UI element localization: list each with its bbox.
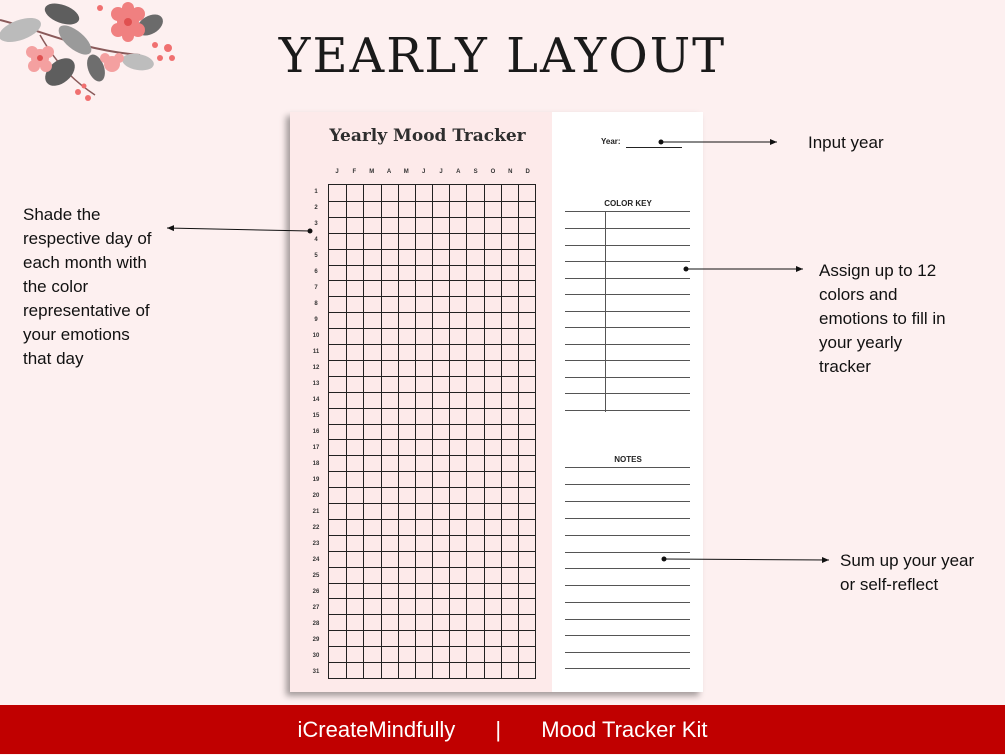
month-header: J [439,169,443,175]
day-label: 28 [312,621,320,627]
color-key-label: COLOR KEY [604,199,652,208]
page-title: YEARLY LAYOUT [278,28,727,84]
day-label: 15 [312,413,320,419]
year-label: Year: [601,137,621,146]
month-header: O [490,169,496,175]
day-label: 7 [314,285,318,291]
day-label: 16 [312,429,320,435]
annotation-line: each month with [23,253,147,272]
input-year-annotation: Input year [808,133,884,152]
day-label: 31 [312,669,320,675]
month-header: D [525,169,530,175]
annotation-line: colors and [819,285,898,304]
day-label: 26 [312,589,320,595]
day-label: 6 [314,269,318,275]
month-header: F [352,169,357,175]
day-label: 21 [312,509,320,515]
day-label: 5 [314,253,318,259]
day-label: 22 [312,525,320,531]
day-label: 13 [312,381,320,387]
annotation-line: the color [23,277,89,296]
annotation-line: or self-reflect [840,575,939,594]
assign-colors-annotation [819,259,946,379]
annotation-line: respective day of [23,229,152,248]
day-label: 19 [312,477,320,483]
day-label: 30 [312,653,320,659]
day-label: 24 [312,557,320,563]
footer-brand: iCreateMindfully [297,717,456,742]
day-label: 14 [312,397,320,403]
annotation-line: Sum up your year [840,551,975,570]
day-label: 8 [314,301,318,307]
day-label: 3 [314,221,318,227]
annotation-line: tracker [819,357,871,376]
day-label: 17 [312,445,320,451]
day-label: 27 [312,605,320,611]
day-label: 23 [312,541,320,547]
day-label: 1 [314,189,318,195]
footer-separator: | [495,717,502,742]
sum-up-annotation [840,549,974,597]
arrow-sum-up-icon [662,557,830,562]
month-header: M [403,169,409,175]
arrow-shade-day-icon [167,228,313,234]
day-label: 12 [312,365,320,371]
arrow-assign-colors-icon [684,267,804,272]
month-header: A [456,169,461,175]
annotation-line: Shade the [23,205,101,224]
month-header: S [473,169,478,175]
annotation-line: emotions to fill in [819,309,946,328]
day-label: 18 [312,461,320,467]
shade-annotation [23,203,152,371]
annotation-line: representative of [23,301,150,320]
annotation-line: your emotions [23,325,130,344]
month-header: J [422,169,426,175]
arrow-input-year-icon [659,140,778,145]
day-label: 4 [314,237,318,243]
day-label: 11 [312,349,320,355]
month-header: J [335,169,339,175]
notes-label: NOTES [614,455,642,464]
annotation-line: Assign up to 12 [819,261,937,280]
day-label: 29 [312,637,320,643]
month-header: M [369,169,375,175]
day-label: 10 [312,333,320,339]
annotation-line: your yearly [819,333,903,352]
month-header: A [386,169,392,175]
day-label: 25 [312,573,320,579]
month-header: N [508,169,513,175]
annotation-line: that day [23,349,84,368]
day-label: 2 [314,205,318,211]
footer-bar [0,705,1005,754]
tracker-title: Yearly Mood Tracker [329,126,526,146]
day-label: 20 [312,493,320,499]
day-label: 9 [314,317,318,323]
footer-product: Mood Tracker Kit [541,717,708,742]
